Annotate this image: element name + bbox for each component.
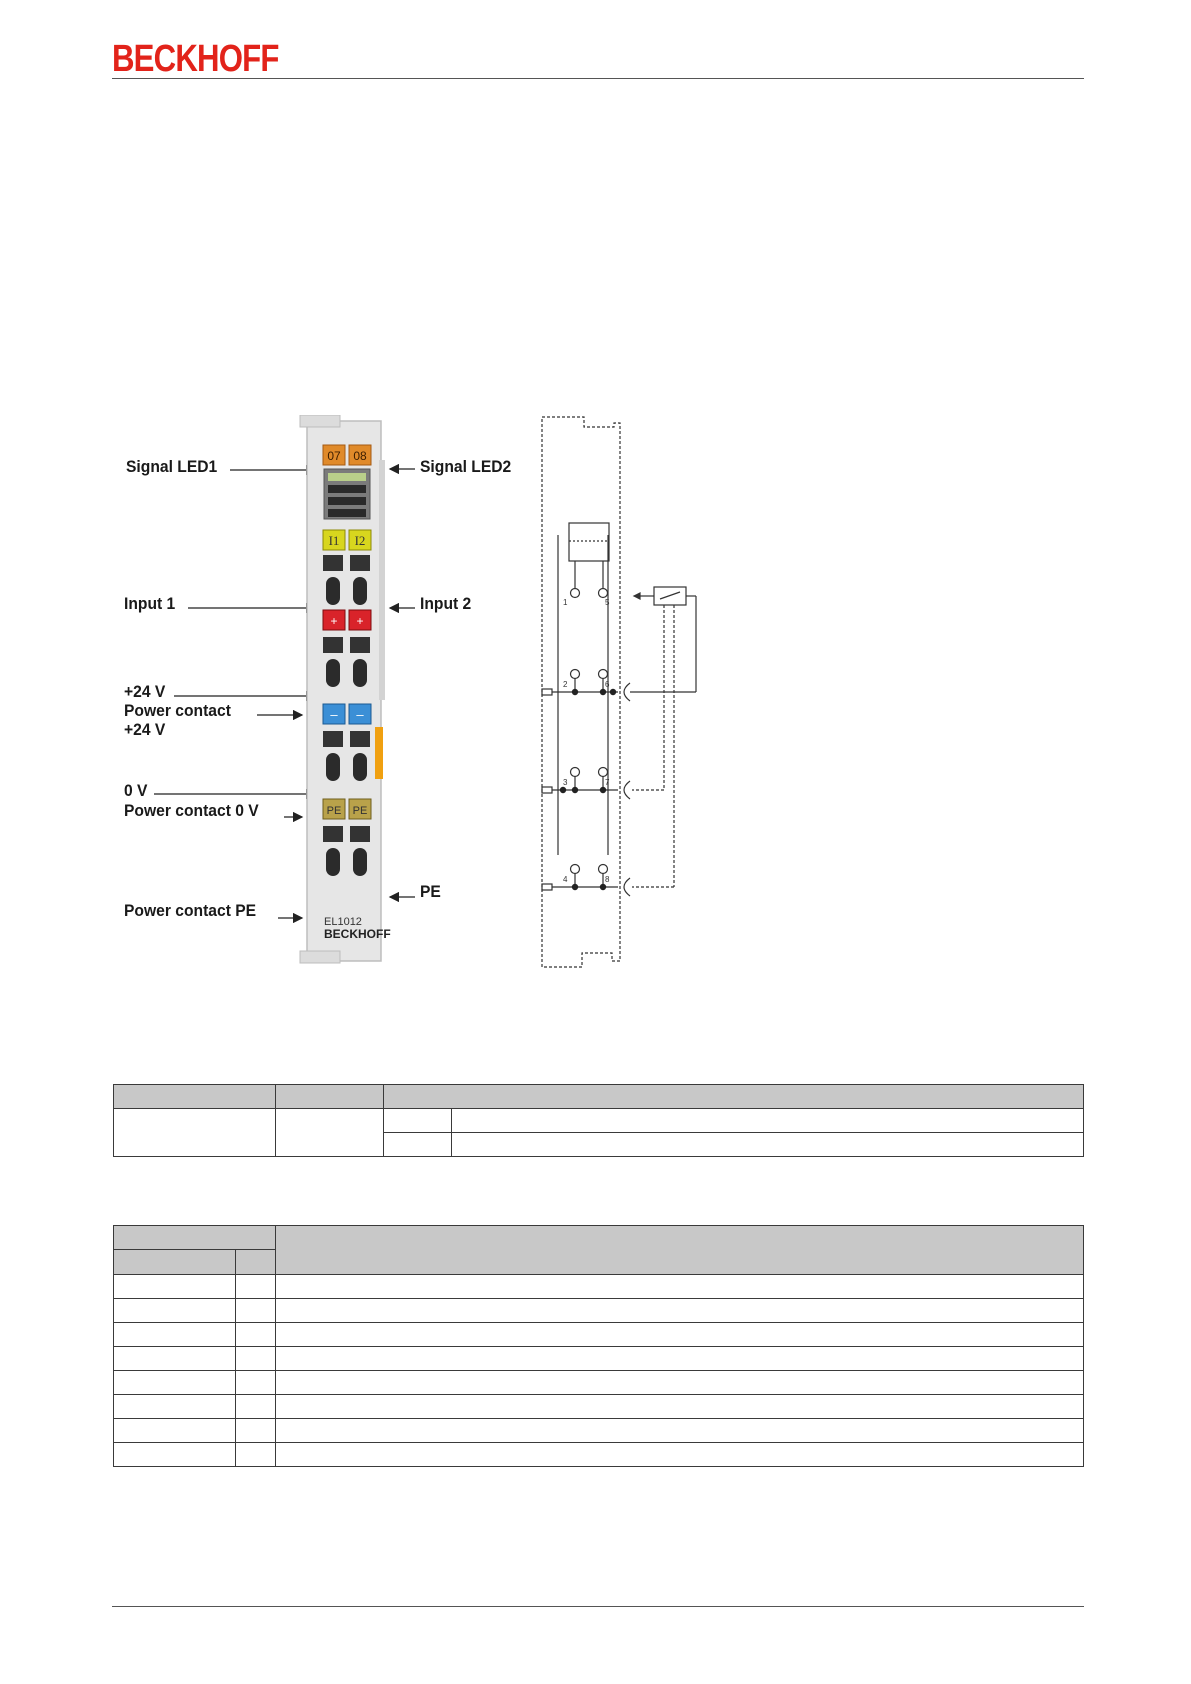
led-label-07: 07 bbox=[327, 449, 341, 463]
table-row bbox=[114, 1419, 236, 1443]
led-table-cell bbox=[276, 1109, 384, 1157]
module-model: EL1012 bbox=[324, 916, 362, 928]
callout-input2: Input 2 bbox=[420, 594, 472, 613]
plus-marker-1: + bbox=[330, 614, 338, 628]
callout-signal-led1: Signal LED1 bbox=[126, 457, 218, 476]
table-row bbox=[114, 1323, 236, 1347]
terminal-table-header-1 bbox=[114, 1226, 276, 1250]
terminal-numbers bbox=[563, 598, 610, 884]
led-table-cell bbox=[384, 1133, 452, 1157]
minus-marker-2: – bbox=[356, 707, 364, 722]
terminal-number-7: 7 bbox=[605, 778, 610, 787]
table-row bbox=[114, 1443, 236, 1467]
led-table-cell bbox=[452, 1109, 1084, 1133]
terminal-number-6: 6 bbox=[605, 680, 610, 689]
callout-power-contact-24v: Power contact bbox=[124, 701, 231, 720]
header-rule bbox=[112, 78, 1084, 79]
callout-power-contact-0v: Power contact 0 V bbox=[124, 801, 259, 820]
terminal-number-8: 8 bbox=[605, 875, 610, 884]
table-row bbox=[114, 1371, 236, 1395]
terminal-table-subheader-1 bbox=[114, 1250, 236, 1275]
callout-pe: PE bbox=[420, 882, 441, 901]
led-label-i2: I2 bbox=[354, 533, 366, 548]
callout-signal-led2: Signal LED2 bbox=[420, 457, 512, 476]
el1012-figure bbox=[112, 415, 812, 975]
led-table-header-3 bbox=[384, 1085, 1084, 1109]
terminal-number-4: 4 bbox=[563, 875, 568, 884]
callout-power-contact-pe: Power contact PE bbox=[124, 901, 257, 920]
module-maker: BECKHOFF bbox=[324, 927, 391, 941]
terminal-table-header-2 bbox=[276, 1226, 1084, 1275]
connection-schematic bbox=[542, 417, 696, 967]
led-table-cell bbox=[114, 1109, 276, 1157]
terminal-number-2: 2 bbox=[563, 680, 568, 689]
led-table-cell bbox=[452, 1133, 1084, 1157]
plus-marker-2: + bbox=[356, 614, 364, 628]
table-row bbox=[114, 1275, 236, 1299]
pe-marker-1: PE bbox=[326, 805, 342, 817]
terminal-number-1: 1 bbox=[563, 598, 568, 607]
callout-plus24v: +24 V bbox=[124, 682, 166, 701]
terminal-table-subheader-2 bbox=[236, 1250, 276, 1275]
led-table-header-2 bbox=[276, 1085, 384, 1109]
terminal-number-5: 5 bbox=[605, 598, 610, 607]
terminal-point-table bbox=[113, 1225, 1084, 1467]
figure-drawing bbox=[112, 415, 812, 975]
terminal-number-3: 3 bbox=[563, 778, 568, 787]
led-table-header-1 bbox=[114, 1085, 276, 1109]
brand-logo: BECKHOFF bbox=[112, 38, 279, 80]
callout-zero-v: 0 V bbox=[124, 781, 148, 800]
table-row bbox=[114, 1395, 236, 1419]
callout-power-contact-24v-value: +24 V bbox=[124, 720, 166, 739]
table-row bbox=[114, 1347, 236, 1371]
led-label-08: 08 bbox=[353, 449, 367, 463]
led-label-i1: I1 bbox=[328, 533, 340, 548]
led-table-cell bbox=[384, 1109, 452, 1133]
led-table bbox=[113, 1084, 1084, 1157]
pe-marker-2: PE bbox=[352, 805, 368, 817]
minus-marker-1: – bbox=[330, 707, 338, 722]
terminal-module bbox=[300, 415, 391, 963]
callout-input1: Input 1 bbox=[124, 594, 176, 613]
footer-rule bbox=[112, 1606, 1084, 1607]
table-row bbox=[114, 1299, 236, 1323]
